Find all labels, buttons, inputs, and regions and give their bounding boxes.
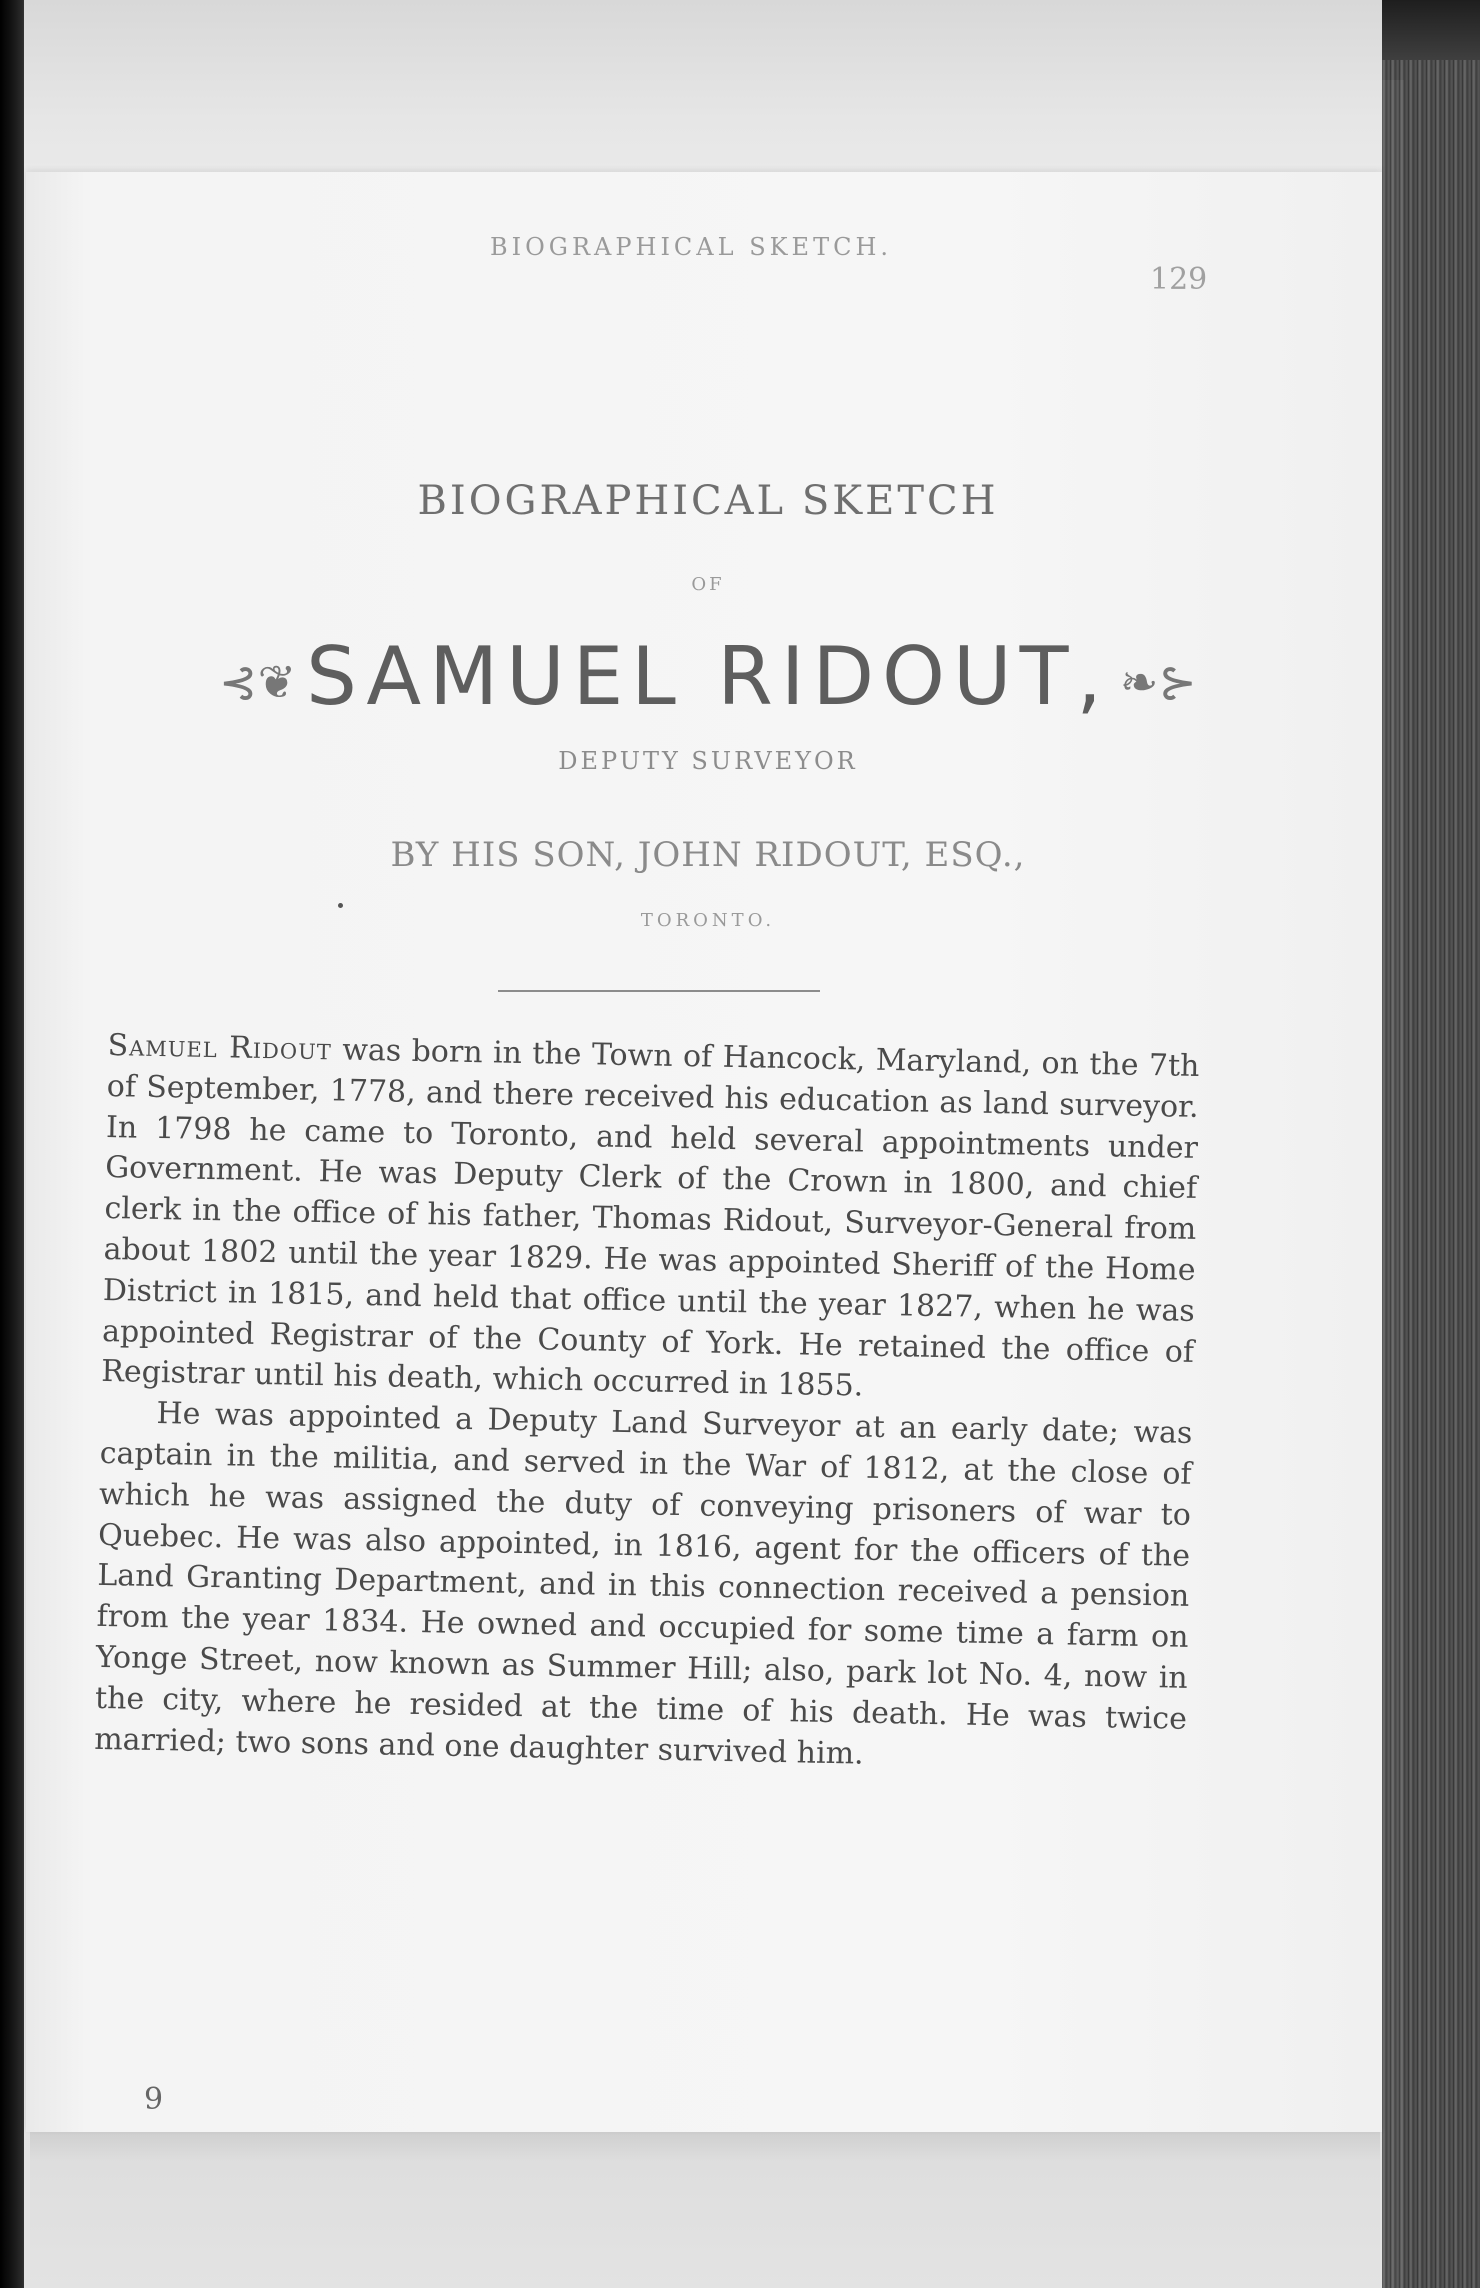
running-head: BIOGRAPHICAL SKETCH. <box>490 233 893 261</box>
paragraph-1 <box>101 1026 1200 1414</box>
byline: BY HIS SON, JOHN RIDOUT, ESQ., <box>390 835 1026 875</box>
article-body <box>94 1026 1200 1781</box>
ink-speck <box>338 903 343 908</box>
page-bottom-shadow <box>30 2132 1380 2288</box>
paragraph-2: He was appointed a Deputy Land Surveyor at an early date; was captain in the militia, and served in the War of 1812, at the close of which he was assigned the duty of conveying prisoners of war to Quebec. He was also appointed, in 1816, agent for the officers of the Land Granting Department, and in this connection received a pension from the year 1834. He owned and occupied for some time a farm on Yonge Street, now known as Summer Hill; also, park lot No. 4, now in the city, where he resided at the time of his death. He was twice married; two sons and one daughter survived him. <box>93 1396 1193 1772</box>
book-page-edges <box>1382 60 1480 2288</box>
ornament-right-icon: ❧⊱ <box>1119 655 1197 710</box>
section-divider <box>498 990 820 992</box>
byline-place: TORONTO. <box>640 910 776 931</box>
subject-title: DEPUTY SURVEYOR <box>558 747 858 775</box>
paragraph-1-text: was born in the Town of Hancock, Maryland, on the 7th of September, 1778, and there received his education as land surveyor. In 1798 he came to Toronto, and held several appointments under Government. He was Deputy Clerk of the Crown in 1800, and chief clerk in the office of his father, Thomas Ridout, Surveyor-General from about 1802 until the year 1829. He was appointed Sheriff of the Home District in 1815, and held that office until the year 1827, when he was appointed Registrar of the County of York. He retained the office of Registrar until his death, which occurred in 1855. <box>101 1032 1200 1404</box>
signature-mark: 9 <box>144 2082 164 2117</box>
title-name <box>30 630 1386 723</box>
title-line-of: OF <box>691 574 725 595</box>
ornament-left-icon: ⊰❦ <box>219 655 297 710</box>
subject-name: SAMUEL RIDOUT, <box>306 630 1110 723</box>
title-line-biographical-sketch: BIOGRAPHICAL SKETCH <box>417 478 999 524</box>
page-number: 129 <box>1150 262 1208 297</box>
paragraph-lead: Samuel Ridout <box>107 1027 333 1068</box>
